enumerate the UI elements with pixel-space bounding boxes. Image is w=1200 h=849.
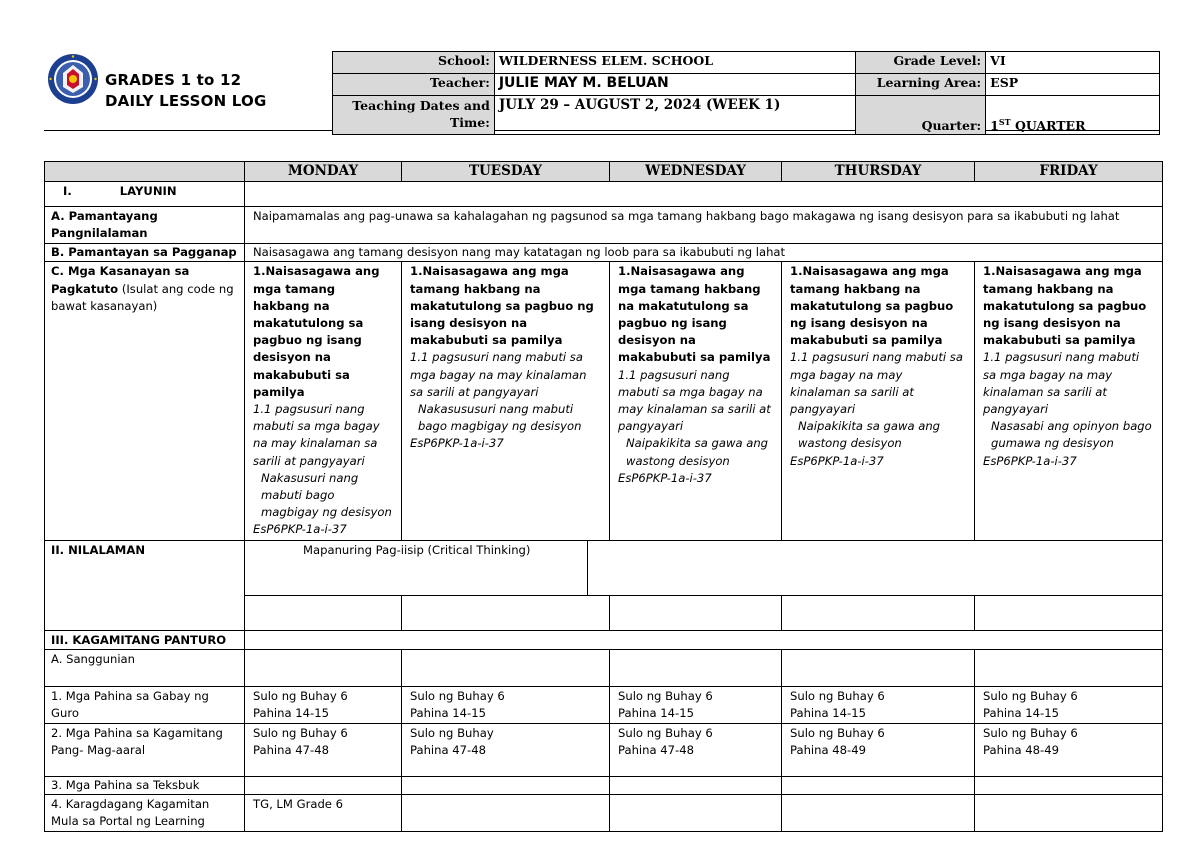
karagdagang-monday: TG, LM Grade 6 xyxy=(245,795,402,832)
sanggunian-friday xyxy=(975,649,1163,686)
pamantayan-sa-pagganap-label: B. Pamantayan sa Pagganap xyxy=(45,244,245,262)
nilalaman-row xyxy=(45,540,1163,595)
kasanayan-monday xyxy=(245,262,402,540)
lesson-log-header xyxy=(44,51,1160,131)
kasanayan-friday-code: EsP6PKP-1a-i-37 xyxy=(983,453,1077,468)
gabay-guro-wednesday-pages: Pahina 14-15 xyxy=(618,705,694,720)
day-header-blank xyxy=(45,162,245,182)
kasanayan-friday-sub: 1.1 pagsusuri nang mabuti sa mga bagay na may kinalaman sa sarili at pangyayari xyxy=(983,350,1140,417)
kasanayan-tuesday-extra: Nakasususuri nang mabuti bago magbigay ng desisyon xyxy=(418,402,582,434)
kagamitang-mag-aaral-friday xyxy=(975,724,1163,777)
kagamitang-mag-aaral-tuesday xyxy=(402,724,610,777)
kagamitan-value xyxy=(245,630,1163,649)
quarter-word: QUARTER xyxy=(1014,118,1086,133)
kagamitang-mag-aaral-label: 2. Mga Pahina sa Kagamitang Pang- Mag-aaral xyxy=(45,724,245,777)
teacher-value: JULIE MAY M. BELUAN xyxy=(494,74,855,96)
teksbuk-tuesday xyxy=(402,777,610,795)
kasanayan-tuesday xyxy=(402,262,610,540)
gabay-guro-monday-book: Sulo ng Buhay 6 xyxy=(253,688,348,703)
teacher-label: Teacher: xyxy=(333,74,495,96)
gabay-guro-thursday-pages: Pahina 14-15 xyxy=(790,705,866,720)
gabay-guro-row xyxy=(45,686,1163,723)
lesson-info-table xyxy=(332,51,1160,135)
kasanayan-wednesday-code: EsP6PKP-1a-i-37 xyxy=(618,470,712,485)
kagamitan-row xyxy=(45,630,1163,649)
nilalaman-blank xyxy=(588,540,1163,595)
kasanayan-wednesday-objective: 1.Naisasagawa ang mga tamang hakbang na makatutulong sa pagbuo ng isang desisyon na makabubuti sa pamilya xyxy=(618,264,771,365)
kasanayan-monday-extra: Nakasusuri nang mabuti bago magbigay ng desisyon xyxy=(261,470,392,520)
grade-level-value: VI xyxy=(986,52,1160,74)
kagamitang-mag-aaral-wednesday-book: Sulo ng Buhay 6 xyxy=(618,726,713,741)
gabay-guro-tuesday-pages: Pahina 14-15 xyxy=(410,705,486,720)
gabay-guro-friday xyxy=(975,686,1163,723)
kagamitang-mag-aaral-row xyxy=(45,724,1163,777)
grade-level-label: Grade Level: xyxy=(856,52,986,74)
day-header-thursday: THURSDAY xyxy=(782,162,975,182)
kasanayan-thursday-extra: Naipakikita sa gawa ang wastong desisyon xyxy=(798,419,941,451)
day-header-row xyxy=(45,162,1163,182)
kagamitang-mag-aaral-thursday xyxy=(782,724,975,777)
day-header-wednesday: WEDNESDAY xyxy=(610,162,782,182)
nilalaman-sub-thursday xyxy=(782,595,975,630)
kasanayan-friday xyxy=(975,262,1163,540)
teaching-dates-value: JULY 29 – AUGUST 2, 2024 (WEEK 1) xyxy=(494,96,855,135)
kasanayan-monday-objective: 1.Naisasagawa ang mga tamang hakbang na makatutulong sa pagbuo ng isang desisyon na makabubuti sa pamilya xyxy=(253,264,380,399)
kasanayan-label-bold: C. Mga Kasanayan sa Pagkatuto xyxy=(51,264,190,296)
day-header-tuesday: TUESDAY xyxy=(402,162,610,182)
karagdagang-wednesday xyxy=(610,795,782,832)
gabay-guro-tuesday xyxy=(402,686,610,723)
nilalaman-sub-monday xyxy=(245,595,402,630)
karagdagang-thursday xyxy=(782,795,975,832)
learning-area-label: Learning Area: xyxy=(856,74,986,96)
kasanayan-monday-sub: 1.1 pagsusuri nang mabuti sa mga bagay na may kinalaman sa sarili at pangyayari xyxy=(253,402,380,468)
header-title-line1: GRADES 1 to 12 xyxy=(105,71,242,89)
teaching-dates-label xyxy=(333,96,495,135)
gabay-guro-monday xyxy=(245,686,402,723)
nilalaman-value: Mapanuring Pag-iisip (Critical Thinking) xyxy=(245,540,588,595)
nilalaman-sub-wednesday xyxy=(610,595,782,630)
day-header-friday: FRIDAY xyxy=(975,162,1163,182)
karagdagang-tuesday xyxy=(402,795,610,832)
sanggunian-tuesday xyxy=(402,649,610,686)
karagdagang-label: 4. Karagdagang Kagamitan Mula sa Portal ng Learning xyxy=(45,795,245,832)
kagamitang-mag-aaral-friday-pages: Pahina 48-49 xyxy=(983,743,1059,758)
gabay-guro-label: 1. Mga Pahina sa Gabay ng Guro xyxy=(45,686,245,723)
layunin-number: I. xyxy=(63,184,72,198)
nilalaman-sub-tuesday xyxy=(402,595,610,630)
kagamitang-mag-aaral-friday-book: Sulo ng Buhay 6 xyxy=(983,726,1078,741)
sanggunian-thursday xyxy=(782,649,975,686)
quarter-value xyxy=(986,96,1160,135)
teaching-dates-label-line2: Time: xyxy=(449,115,490,130)
kasanayan-thursday-code: EsP6PKP-1a-i-37 xyxy=(790,453,884,468)
kasanayan-thursday-sub: 1.1 pagsusuri nang mabuti sa mga bagay na may kinalaman sa sarili at pangyayari xyxy=(790,350,963,417)
kasanayan-wednesday-extra: Naipakikita sa gawa ang wastong desisyon xyxy=(626,436,769,468)
kasanayan-friday-extra: Nasasabi ang opinyon bago gumawa ng desisyon xyxy=(991,419,1152,451)
pamantayan-sa-pagganap-value: Naisasagawa ang tamang desisyon nang may katatagan ng loob para sa ikabubuti ng lahat xyxy=(245,244,1163,262)
kasanayan-tuesday-objective: 1.Naisasagawa ang mga tamang hakbang na makatutulong sa pagbuo ng isang desisyon na makabubuti sa pamilya xyxy=(410,264,594,348)
sanggunian-label: A. Sanggunian xyxy=(45,649,245,686)
kasanayan-tuesday-code: EsP6PKP-1a-i-37 xyxy=(410,436,504,451)
kagamitan-label: III. KAGAMITANG PANTURO xyxy=(45,630,245,649)
layunin-label xyxy=(45,182,245,207)
daily-lesson-table xyxy=(44,161,1163,832)
kagamitang-mag-aaral-wednesday-pages: Pahina 47-48 xyxy=(618,743,694,758)
kagamitang-mag-aaral-tuesday-pages: Pahina 47-48 xyxy=(410,743,486,758)
pamantayang-pangnilalaman-value: Naipamamalas ang pag-unawa sa kahalagahan ng pagsunod sa mga tamang hakbang bago makagawa ng isang desisyon para sa ikabubuti ng lahat xyxy=(245,207,1163,244)
school-label: School: xyxy=(333,52,495,74)
deped-seal-icon xyxy=(47,53,99,105)
nilalaman-label: II. NILALAMAN xyxy=(45,540,245,630)
teksbuk-label: 3. Mga Pahina sa Teksbuk xyxy=(45,777,245,795)
kagamitang-mag-aaral-thursday-book: Sulo ng Buhay 6 xyxy=(790,726,885,741)
kagamitang-mag-aaral-tuesday-book: Sulo ng Buhay xyxy=(410,726,494,741)
kasanayan-monday-code: EsP6PKP-1a-i-37 xyxy=(253,522,347,537)
layunin-row xyxy=(45,182,1163,207)
day-header-monday: MONDAY xyxy=(245,162,402,182)
kasanayan-tuesday-sub: 1.1 pagsusuri nang mabuti sa mga bagay na may kinalaman sa sarili at pangyayari xyxy=(410,350,587,399)
kagamitang-mag-aaral-monday-pages: Pahina 47-48 xyxy=(253,743,329,758)
kasanayan-label-note: (Isulat ang code ng bawat kasanayan) xyxy=(51,281,234,313)
kasanayan-label xyxy=(45,262,245,540)
gabay-guro-tuesday-book: Sulo ng Buhay 6 xyxy=(410,688,505,703)
sanggunian-monday xyxy=(245,649,402,686)
kagamitang-mag-aaral-wednesday xyxy=(610,724,782,777)
teksbuk-wednesday xyxy=(610,777,782,795)
gabay-guro-thursday-book: Sulo ng Buhay 6 xyxy=(790,688,885,703)
learning-area-value: ESP xyxy=(986,74,1160,96)
layunin-value xyxy=(245,182,1163,207)
sanggunian-wednesday xyxy=(610,649,782,686)
teksbuk-row xyxy=(45,777,1163,795)
quarter-superscript: ST xyxy=(998,116,1011,127)
gabay-guro-wednesday-book: Sulo ng Buhay 6 xyxy=(618,688,713,703)
school-value: WILDERNESS ELEM. SCHOOL xyxy=(494,52,855,74)
gabay-guro-monday-pages: Pahina 14-15 xyxy=(253,705,329,720)
kasanayan-wednesday xyxy=(610,262,782,540)
kagamitang-mag-aaral-monday xyxy=(245,724,402,777)
sanggunian-row xyxy=(45,649,1163,686)
teaching-dates-label-line1: Teaching Dates and xyxy=(352,98,490,113)
karagdagang-row xyxy=(45,795,1163,832)
gabay-guro-thursday xyxy=(782,686,975,723)
kasanayan-thursday xyxy=(782,262,975,540)
pamantayan-sa-pagganap-row xyxy=(45,244,1163,262)
teksbuk-friday xyxy=(975,777,1163,795)
layunin-text: LAYUNIN xyxy=(119,184,177,198)
kasanayan-row xyxy=(45,262,1163,540)
pamantayang-pangnilalaman-row xyxy=(45,207,1163,244)
kasanayan-wednesday-sub: 1.1 pagsusuri nang mabuti sa mga bagay na may kinalaman sa sarili at pangyayari xyxy=(618,367,771,434)
nilalaman-sub-friday xyxy=(975,595,1163,630)
quarter-label: Quarter: xyxy=(856,96,986,135)
kagamitang-mag-aaral-monday-book: Sulo ng Buhay 6 xyxy=(253,726,348,741)
teksbuk-monday xyxy=(245,777,402,795)
gabay-guro-friday-book: Sulo ng Buhay 6 xyxy=(983,688,1078,703)
kasanayan-thursday-objective: 1.Naisasagawa ang mga tamang hakbang na makatutulong sa pagbuo ng isang desisyon na makabubuti sa pamilya xyxy=(790,264,954,348)
quarter-number: 1 xyxy=(990,118,999,133)
kasanayan-friday-objective: 1.Naisasagawa ang mga tamang hakbang na makatutulong sa pagbuo ng isang desisyon na makabubuti sa pamilya xyxy=(983,264,1147,348)
header-title-line2: DAILY LESSON LOG xyxy=(105,92,267,110)
pamantayang-pangnilalaman-label: A. Pamantayang Pangnilalaman xyxy=(45,207,245,244)
karagdagang-friday xyxy=(975,795,1163,832)
teksbuk-thursday xyxy=(782,777,975,795)
kagamitang-mag-aaral-thursday-pages: Pahina 48-49 xyxy=(790,743,866,758)
gabay-guro-friday-pages: Pahina 14-15 xyxy=(983,705,1059,720)
gabay-guro-wednesday xyxy=(610,686,782,723)
